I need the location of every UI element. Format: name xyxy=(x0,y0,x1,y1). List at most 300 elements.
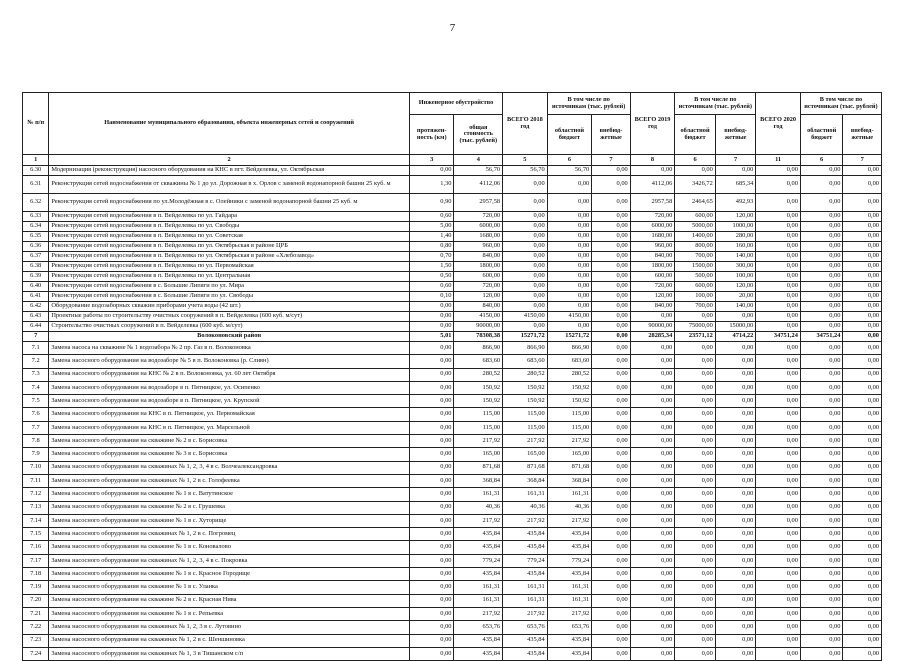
col-header-total-2019: ВСЕГО 2019 год xyxy=(630,93,675,155)
object-name: Замена насосного оборудования на скважине № 1 в с. Репьевка xyxy=(49,607,410,620)
table-row xyxy=(23,448,882,461)
value-cell: 0,00 xyxy=(843,514,882,527)
row-number: 6.34 xyxy=(23,222,49,232)
value-cell: 15271,72 xyxy=(503,332,548,342)
object-name: Реконструкция сетей водоснабжения в с. Большие Липяги по ул. Мира xyxy=(49,282,410,292)
col-num: 7 xyxy=(592,155,631,166)
value-cell: 0,00 xyxy=(756,272,801,282)
object-name: Замена насосного оборудования на КНС в п. Пятницкое, ул. Первомайская xyxy=(49,408,410,421)
col-header-sources-2018: В том числе по источникам (тыс. рублей) xyxy=(547,93,630,115)
value-cell: 0,00 xyxy=(675,488,716,501)
value-cell: 0,00 xyxy=(843,368,882,381)
value-cell: 165,00 xyxy=(503,448,548,461)
value-cell: 1,30 xyxy=(409,176,454,194)
value-cell: 0,00 xyxy=(675,568,716,581)
row-number: 7.19 xyxy=(23,581,49,594)
value-cell: 0,00 xyxy=(756,342,801,355)
row-number: 7.16 xyxy=(23,541,49,554)
row-number: 7.21 xyxy=(23,607,49,620)
object-name: Замена насосного оборудования на водозаборе в п. Пятницкое, ул. Осипенко xyxy=(49,381,410,394)
value-cell: 368,84 xyxy=(503,474,548,487)
value-cell: 0,00 xyxy=(715,621,756,634)
value-cell: 0,00 xyxy=(592,292,631,302)
value-cell: 0,00 xyxy=(800,647,843,660)
value-cell: 435,84 xyxy=(547,568,592,581)
table-row xyxy=(23,262,882,272)
value-cell: 1000,00 xyxy=(715,222,756,232)
value-cell: 0,00 xyxy=(675,166,716,176)
value-cell: 160,00 xyxy=(715,242,756,252)
row-number: 7.4 xyxy=(23,381,49,394)
value-cell: 120,00 xyxy=(630,292,675,302)
value-cell: 300,00 xyxy=(715,262,756,272)
value-cell: 0,00 xyxy=(800,312,843,322)
object-name: Замена насосного оборудования на КНС № 2 в п. Волоконовка, ул. 60 лет Октября xyxy=(49,368,410,381)
value-cell: 0,00 xyxy=(800,408,843,421)
value-cell: 0,00 xyxy=(592,282,631,292)
row-number: 6.43 xyxy=(23,312,49,322)
table-row xyxy=(23,302,882,312)
value-cell: 1680,00 xyxy=(454,232,503,242)
value-cell: 0,00 xyxy=(409,514,454,527)
object-name: Реконструкция сетей водоснабжения в п. Вейделевка по ул. Свободы xyxy=(49,222,410,232)
col-num: 3 xyxy=(409,155,454,166)
value-cell: 0,00 xyxy=(547,242,592,252)
value-cell: 161,31 xyxy=(454,594,503,607)
value-cell: 0,00 xyxy=(592,252,631,262)
value-cell: 0,00 xyxy=(592,194,631,212)
value-cell: 0,00 xyxy=(800,474,843,487)
value-cell: 0,00 xyxy=(675,554,716,567)
col-header-regional-2018: областной бюджет xyxy=(547,115,592,155)
col-header-regional-2019: областной бюджет xyxy=(675,115,716,155)
row-number: 7.8 xyxy=(23,435,49,448)
value-cell: 0,00 xyxy=(547,292,592,302)
value-cell: 0,00 xyxy=(630,634,675,647)
value-cell: 0,00 xyxy=(843,594,882,607)
col-header-sources-2020: В том числе по источникам (тыс. рублей) xyxy=(800,93,881,115)
value-cell: 0,00 xyxy=(756,634,801,647)
value-cell: 0,60 xyxy=(409,212,454,222)
value-cell: 0,00 xyxy=(675,581,716,594)
object-name: Реконструкция сетей водоснабжения в п. Вейделевка по ул. Октябрьская в районе «Хлебозавод» xyxy=(49,252,410,262)
row-number: 6.40 xyxy=(23,282,49,292)
value-cell: 0,00 xyxy=(630,474,675,487)
table-row xyxy=(23,621,882,634)
value-cell: 150,92 xyxy=(454,381,503,394)
value-cell: 0,00 xyxy=(800,634,843,647)
table-row xyxy=(23,395,882,408)
value-cell: 0,00 xyxy=(800,395,843,408)
value-cell: 0,00 xyxy=(843,302,882,312)
value-cell: 435,84 xyxy=(547,528,592,541)
value-cell: 0,00 xyxy=(843,212,882,222)
value-cell: 115,00 xyxy=(547,421,592,434)
value-cell: 0,00 xyxy=(592,242,631,252)
value-cell: 0,00 xyxy=(756,408,801,421)
value-cell: 0,00 xyxy=(675,408,716,421)
row-number: 7.23 xyxy=(23,634,49,647)
row-number: 6.37 xyxy=(23,252,49,262)
value-cell: 150,92 xyxy=(547,395,592,408)
value-cell: 0,00 xyxy=(503,282,548,292)
row-number: 6.30 xyxy=(23,166,49,176)
value-cell: 23571,12 xyxy=(675,332,716,342)
col-num: 11 xyxy=(756,155,801,166)
value-cell: 217,92 xyxy=(454,514,503,527)
value-cell: 779,24 xyxy=(547,554,592,567)
value-cell: 0,00 xyxy=(715,368,756,381)
value-cell: 0,00 xyxy=(409,381,454,394)
value-cell: 0,00 xyxy=(675,421,716,434)
value-cell: 0,00 xyxy=(592,222,631,232)
value-cell: 0,00 xyxy=(843,607,882,620)
value-cell: 0,70 xyxy=(409,252,454,262)
object-name: Замена насоса на скважине № 1 водозабора № 2 пр. Газ в п. Волоконовка xyxy=(49,342,410,355)
value-cell: 0,00 xyxy=(843,242,882,252)
table-row xyxy=(23,488,882,501)
value-cell: 0,00 xyxy=(409,302,454,312)
value-cell: 435,84 xyxy=(454,541,503,554)
object-name: Волоконовский район xyxy=(49,332,410,342)
object-name: Замена насосного оборудования на водозаборе в п. Пятницкое, ул. Крупской xyxy=(49,395,410,408)
table-row xyxy=(23,541,882,554)
value-cell: 120,00 xyxy=(715,212,756,222)
value-cell: 840,00 xyxy=(454,302,503,312)
value-cell: 0,00 xyxy=(503,194,548,212)
value-cell: 0,00 xyxy=(630,488,675,501)
value-cell: 685,34 xyxy=(715,176,756,194)
value-cell: 217,92 xyxy=(547,514,592,527)
value-cell: 6000,00 xyxy=(454,222,503,232)
value-cell: 4150,00 xyxy=(503,312,548,322)
table-row xyxy=(23,194,882,212)
value-cell: 600,00 xyxy=(630,272,675,282)
object-name: Замена насосного оборудования на КНС в п. Пятницкое, ул. Марсельной xyxy=(49,421,410,434)
col-num: 5 xyxy=(503,155,548,166)
value-cell: 0,00 xyxy=(675,381,716,394)
value-cell: 0,00 xyxy=(630,395,675,408)
value-cell: 0,00 xyxy=(756,232,801,242)
value-cell: 0,00 xyxy=(715,448,756,461)
value-cell: 0,00 xyxy=(843,435,882,448)
value-cell: 0,00 xyxy=(592,166,631,176)
value-cell: 0,00 xyxy=(503,176,548,194)
value-cell: 280,52 xyxy=(503,368,548,381)
value-cell: 4714,22 xyxy=(715,332,756,342)
value-cell: 165,00 xyxy=(547,448,592,461)
col-header-regional-2020: областной бюджет xyxy=(800,115,843,155)
col-header-offbudget-2019: внебюд-жетные xyxy=(715,115,756,155)
table-row xyxy=(23,634,882,647)
value-cell: 0,00 xyxy=(800,435,843,448)
value-cell: 161,31 xyxy=(503,594,548,607)
value-cell: 0,00 xyxy=(756,355,801,368)
value-cell: 0,00 xyxy=(843,252,882,262)
col-header-total-2018: ВСЕГО 2018 год xyxy=(503,93,548,155)
value-cell: 0,00 xyxy=(409,461,454,474)
value-cell: 0,00 xyxy=(843,541,882,554)
value-cell: 0,00 xyxy=(715,342,756,355)
value-cell: 1680,00 xyxy=(630,232,675,242)
value-cell: 0,00 xyxy=(630,501,675,514)
value-cell: 0,80 xyxy=(409,242,454,252)
table-row xyxy=(23,408,882,421)
value-cell: 0,00 xyxy=(715,528,756,541)
value-cell: 435,84 xyxy=(454,568,503,581)
value-cell: 0,00 xyxy=(409,408,454,421)
value-cell: 0,00 xyxy=(592,302,631,312)
object-name: Реконструкция сетей водоснабжения от скважины № 1 до ул. Дорожная в х. Орлов с заменой водонапорной башни 25 куб. м xyxy=(49,176,410,194)
value-cell: 217,92 xyxy=(454,607,503,620)
value-cell: 0,00 xyxy=(592,554,631,567)
value-cell: 0,00 xyxy=(800,282,843,292)
col-header-sources-2019: В том числе по источникам (тыс. рублей) xyxy=(675,93,756,115)
value-cell: 0,00 xyxy=(756,222,801,232)
value-cell: 0,00 xyxy=(843,621,882,634)
value-cell: 0,00 xyxy=(592,461,631,474)
value-cell: 0,00 xyxy=(800,488,843,501)
value-cell: 75000,00 xyxy=(675,322,716,332)
value-cell: 4112,06 xyxy=(454,176,503,194)
value-cell: 0,00 xyxy=(503,302,548,312)
value-cell: 0,00 xyxy=(630,381,675,394)
table-row xyxy=(23,282,882,292)
row-number: 7 xyxy=(23,332,49,342)
table-row xyxy=(23,368,882,381)
value-cell: 0,00 xyxy=(800,232,843,242)
object-name: Модернизация (реконструкция) насосного оборудования на КНС в пгт. Вейделевка, ул. Октябрьская xyxy=(49,166,410,176)
value-cell: 0,00 xyxy=(592,501,631,514)
value-cell: 0,00 xyxy=(756,421,801,434)
value-cell: 866,90 xyxy=(547,342,592,355)
value-cell: 0,00 xyxy=(843,232,882,242)
value-cell: 0,00 xyxy=(843,448,882,461)
value-cell: 0,00 xyxy=(409,435,454,448)
value-cell: 0,00 xyxy=(715,461,756,474)
value-cell: 120,00 xyxy=(454,292,503,302)
value-cell: 0,00 xyxy=(675,461,716,474)
value-cell: 840,00 xyxy=(454,252,503,262)
table-row xyxy=(23,647,882,660)
value-cell: 0,00 xyxy=(756,474,801,487)
value-cell: 0,00 xyxy=(843,421,882,434)
value-cell: 150,92 xyxy=(503,395,548,408)
value-cell: 40,36 xyxy=(503,501,548,514)
value-cell: 0,00 xyxy=(630,607,675,620)
value-cell: 0,00 xyxy=(715,395,756,408)
value-cell: 0,00 xyxy=(843,501,882,514)
value-cell: 0,00 xyxy=(756,166,801,176)
value-cell: 217,92 xyxy=(454,435,503,448)
value-cell: 683,60 xyxy=(547,355,592,368)
value-cell: 0,00 xyxy=(592,322,631,332)
col-num: 1 xyxy=(23,155,49,166)
table-row xyxy=(23,528,882,541)
value-cell: 435,84 xyxy=(503,634,548,647)
value-cell: 0,00 xyxy=(715,474,756,487)
value-cell: 0,00 xyxy=(592,355,631,368)
value-cell: 150,92 xyxy=(503,381,548,394)
value-cell: 0,00 xyxy=(503,242,548,252)
value-cell: 0,00 xyxy=(843,647,882,660)
value-cell: 1,40 xyxy=(409,232,454,242)
value-cell: 90000,00 xyxy=(630,322,675,332)
row-number: 7.1 xyxy=(23,342,49,355)
value-cell: 0,00 xyxy=(409,355,454,368)
object-name: Замена насосного оборудования на скважине № 2 в с. Борисовка xyxy=(49,435,410,448)
value-cell: 0,00 xyxy=(800,421,843,434)
value-cell: 0,00 xyxy=(800,166,843,176)
value-cell: 0,00 xyxy=(843,262,882,272)
table-row xyxy=(23,435,882,448)
value-cell: 140,00 xyxy=(715,302,756,312)
row-number: 7.17 xyxy=(23,554,49,567)
object-name: Замена насосного оборудования на скважинах № 1, 2 в с. Голофеевка xyxy=(49,474,410,487)
value-cell: 0,00 xyxy=(592,212,631,222)
value-cell: 0,00 xyxy=(630,594,675,607)
value-cell: 4112,06 xyxy=(630,176,675,194)
value-cell: 0,00 xyxy=(675,594,716,607)
col-header-length: протяжен-ность (км) xyxy=(409,115,454,155)
table-row xyxy=(23,554,882,567)
value-cell: 0,00 xyxy=(843,554,882,567)
value-cell: 0,00 xyxy=(843,282,882,292)
district-row xyxy=(23,332,882,342)
value-cell: 0,00 xyxy=(409,474,454,487)
value-cell: 871,68 xyxy=(547,461,592,474)
value-cell: 0,00 xyxy=(756,312,801,322)
object-name: Проектные работы по строительству очистных сооружений в п. Вейделевка (600 куб. м/сут) xyxy=(49,312,410,322)
table-row xyxy=(23,461,882,474)
value-cell: 720,00 xyxy=(630,212,675,222)
value-cell: 0,00 xyxy=(592,528,631,541)
value-cell: 0,00 xyxy=(547,262,592,272)
value-cell: 0,00 xyxy=(756,435,801,448)
value-cell: 0,00 xyxy=(843,568,882,581)
value-cell: 0,00 xyxy=(756,322,801,332)
value-cell: 871,68 xyxy=(503,461,548,474)
value-cell: 217,92 xyxy=(503,514,548,527)
value-cell: 2957,58 xyxy=(454,194,503,212)
value-cell: 0,00 xyxy=(800,292,843,302)
value-cell: 0,00 xyxy=(843,488,882,501)
table-row xyxy=(23,212,882,222)
value-cell: 0,00 xyxy=(592,448,631,461)
value-cell: 368,84 xyxy=(547,474,592,487)
value-cell: 0,00 xyxy=(592,342,631,355)
value-cell: 161,31 xyxy=(547,488,592,501)
value-cell: 0,00 xyxy=(547,252,592,262)
value-cell: 0,00 xyxy=(756,448,801,461)
object-name: Реконструкция сетей водоснабжения в п. Вейделевка по ул. Центральная xyxy=(49,272,410,282)
value-cell: 0,00 xyxy=(592,262,631,272)
value-cell: 0,00 xyxy=(592,368,631,381)
value-cell: 0,00 xyxy=(800,514,843,527)
value-cell: 0,00 xyxy=(630,166,675,176)
row-number: 7.24 xyxy=(23,647,49,660)
object-name: Замена насосного оборудования на скважинах № 1, 2, 3 в с. Лутовино xyxy=(49,621,410,634)
row-number: 7.9 xyxy=(23,448,49,461)
value-cell: 0,00 xyxy=(715,421,756,434)
object-name: Замена насосного оборудования на скважине № 2 в с. Красная Нива xyxy=(49,594,410,607)
value-cell: 0,00 xyxy=(592,634,631,647)
object-name: Реконструкция сетей водоснабжения в п. Вейделевка по ул. Советская xyxy=(49,232,410,242)
value-cell: 0,00 xyxy=(756,252,801,262)
value-cell: 0,00 xyxy=(409,541,454,554)
value-cell: 280,52 xyxy=(454,368,503,381)
value-cell: 0,60 xyxy=(409,282,454,292)
value-cell: 0,00 xyxy=(800,594,843,607)
value-cell: 0,00 xyxy=(592,332,631,342)
value-cell: 0,00 xyxy=(756,541,801,554)
row-number: 6.35 xyxy=(23,232,49,242)
value-cell: 0,00 xyxy=(800,302,843,312)
value-cell: 5,01 xyxy=(409,332,454,342)
col-num: 4 xyxy=(454,155,503,166)
value-cell: 0,00 xyxy=(675,474,716,487)
value-cell: 0,00 xyxy=(756,607,801,620)
value-cell: 0,00 xyxy=(715,541,756,554)
row-number: 6.44 xyxy=(23,322,49,332)
program-table xyxy=(22,92,882,661)
value-cell: 0,00 xyxy=(800,568,843,581)
row-number: 7.7 xyxy=(23,421,49,434)
value-cell: 800,00 xyxy=(675,242,716,252)
value-cell: 779,24 xyxy=(454,554,503,567)
value-cell: 0,00 xyxy=(800,448,843,461)
value-cell: 0,00 xyxy=(843,528,882,541)
value-cell: 0,10 xyxy=(409,292,454,302)
value-cell: 0,00 xyxy=(756,554,801,567)
value-cell: 34751,24 xyxy=(800,332,843,342)
value-cell: 217,92 xyxy=(547,435,592,448)
value-cell: 5,00 xyxy=(409,222,454,232)
value-cell: 435,84 xyxy=(547,647,592,660)
value-cell: 0,00 xyxy=(715,581,756,594)
row-number: 6.42 xyxy=(23,302,49,312)
value-cell: 960,00 xyxy=(454,242,503,252)
value-cell: 0,00 xyxy=(843,381,882,394)
value-cell: 0,00 xyxy=(630,554,675,567)
value-cell: 0,00 xyxy=(409,166,454,176)
value-cell: 280,52 xyxy=(547,368,592,381)
row-number: 6.38 xyxy=(23,262,49,272)
value-cell: 0,00 xyxy=(503,272,548,282)
value-cell: 0,00 xyxy=(800,607,843,620)
value-cell: 0,00 xyxy=(800,381,843,394)
table-row xyxy=(23,222,882,232)
value-cell: 0,00 xyxy=(592,435,631,448)
value-cell: 0,00 xyxy=(675,647,716,660)
value-cell: 0,00 xyxy=(756,302,801,312)
row-number: 7.3 xyxy=(23,368,49,381)
value-cell: 0,00 xyxy=(756,488,801,501)
value-cell: 720,00 xyxy=(454,212,503,222)
value-cell: 0,00 xyxy=(547,272,592,282)
value-cell: 0,00 xyxy=(800,252,843,262)
value-cell: 40,36 xyxy=(454,501,503,514)
value-cell: 0,00 xyxy=(592,594,631,607)
value-cell: 0,00 xyxy=(592,395,631,408)
value-cell: 0,00 xyxy=(675,395,716,408)
value-cell: 0,00 xyxy=(800,242,843,252)
value-cell: 0,00 xyxy=(503,222,548,232)
value-cell: 0,00 xyxy=(409,581,454,594)
col-header-no: № п/п xyxy=(23,93,49,155)
row-number: 7.5 xyxy=(23,395,49,408)
value-cell: 0,00 xyxy=(547,282,592,292)
